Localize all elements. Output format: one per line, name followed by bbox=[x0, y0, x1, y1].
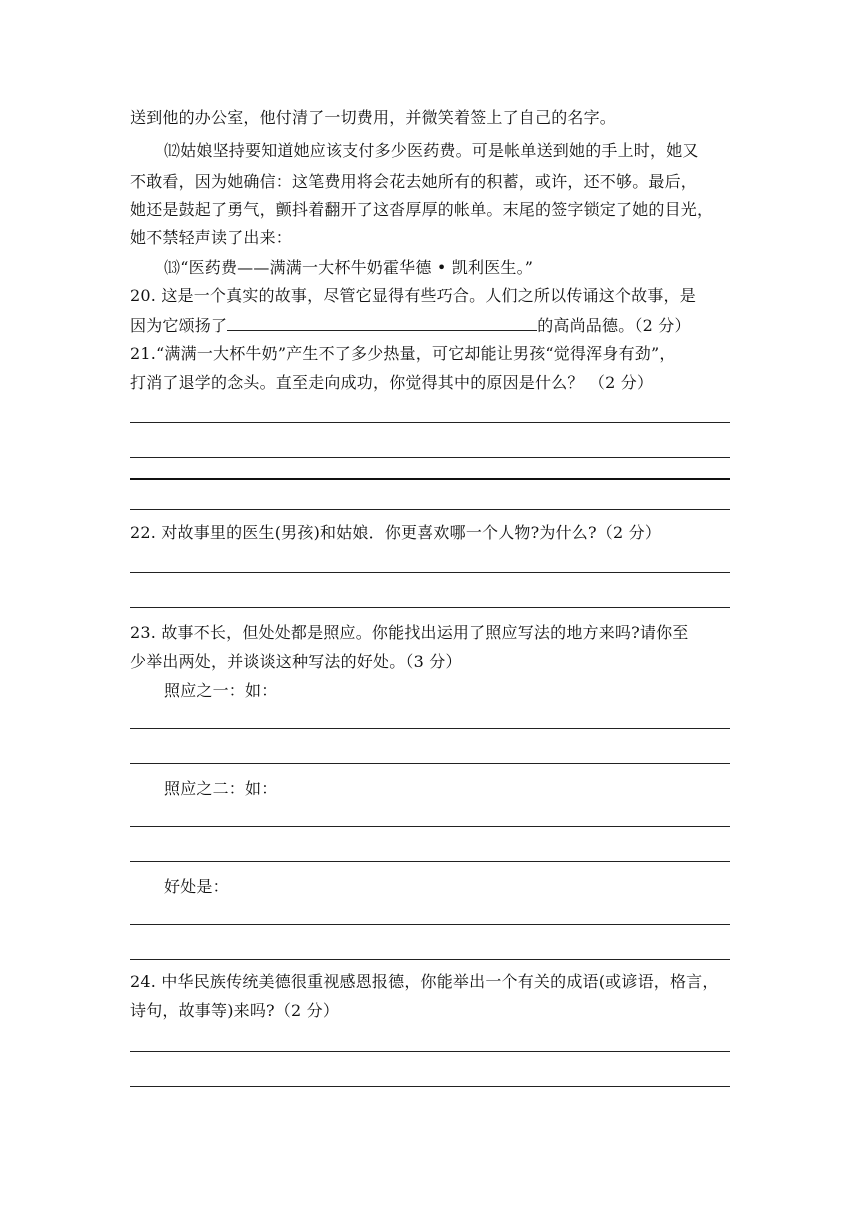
question-23-subprompt: 照应之一：如： bbox=[164, 681, 278, 700]
question-20-suffix: 的高尚品德。（2 分） bbox=[537, 316, 691, 335]
question-21-line: 21.“满满一大杯牛奶”产生不了多少热量，可它却能让男孩“觉得浑身有劲”， bbox=[130, 344, 676, 363]
question-20-prefix: 因为它颂扬了 bbox=[130, 316, 228, 335]
question-23-line: 23. 故事不长，但处处都是照应。你能找出运用了照应写法的地方来吗?请你至 bbox=[130, 623, 689, 642]
answer-line[interactable] bbox=[130, 572, 730, 573]
answer-line[interactable] bbox=[130, 959, 730, 960]
question-23-subprompt: 照应之二：如： bbox=[164, 779, 278, 798]
paragraph-12-line: ⑿姑娘坚持要知道她应该支付多少医药费。可是帐单送到她的手上时，她又 bbox=[164, 141, 699, 160]
answer-line[interactable] bbox=[130, 861, 730, 862]
question-22: 22. 对故事里的医生(男孩)和姑娘．你更喜欢哪一个人物?为什么?（2 分） bbox=[130, 523, 662, 542]
paragraph-12-line: 不敢看，因为她确信：这笔费用将会花去她所有的积蓄，或许，还不够。最后， bbox=[130, 172, 698, 191]
question-23-subprompt: 好处是： bbox=[164, 877, 229, 896]
answer-line[interactable] bbox=[130, 509, 730, 510]
answer-line[interactable] bbox=[130, 422, 730, 423]
worksheet-page bbox=[130, 0, 730, 1216]
answer-line[interactable] bbox=[130, 763, 730, 764]
paragraph-12-line: 她不禁轻声读了出来： bbox=[130, 228, 293, 247]
answer-line[interactable] bbox=[130, 728, 730, 729]
question-20-line: 20. 这是一个真实的故事，尽管它显得有些巧合。人们之所以传诵这个故事，是 bbox=[130, 286, 696, 305]
question-24-line: 诗句，故事等)来吗?（2 分） bbox=[130, 1001, 340, 1020]
answer-line[interactable] bbox=[130, 1051, 730, 1052]
question-23-line: 少举出两处，并谈谈这种写法的好处。（3 分） bbox=[130, 652, 462, 671]
answer-line[interactable] bbox=[130, 1086, 730, 1087]
question-20-line bbox=[130, 313, 730, 338]
answer-line[interactable] bbox=[130, 826, 730, 827]
story-line: 送到他的办公室，他付清了一切费用，并微笑着签上了自己的名字。 bbox=[130, 108, 617, 127]
answer-line[interactable] bbox=[130, 924, 730, 925]
question-24-line: 24. 中华民族传统美德很重视感恩报德，你能举出一个有关的成语(或谚语，格言， bbox=[130, 972, 719, 991]
answer-line[interactable] bbox=[130, 457, 730, 458]
paragraph-13: ⒀“医药费——满满一大杯牛奶霍华德 • 凯利医生。” bbox=[164, 258, 534, 277]
answer-line[interactable] bbox=[130, 607, 730, 608]
answer-line[interactable] bbox=[130, 478, 730, 480]
paragraph-12-line: 她还是鼓起了勇气，颤抖着翻开了这沓厚厚的帐单。末尾的签字锁定了她的目光， bbox=[130, 200, 714, 219]
fill-in-blank[interactable] bbox=[227, 313, 537, 331]
question-21-line: 打消了退学的念头。直至走向成功，你觉得其中的原因是什么？ （2 分） bbox=[130, 373, 654, 392]
